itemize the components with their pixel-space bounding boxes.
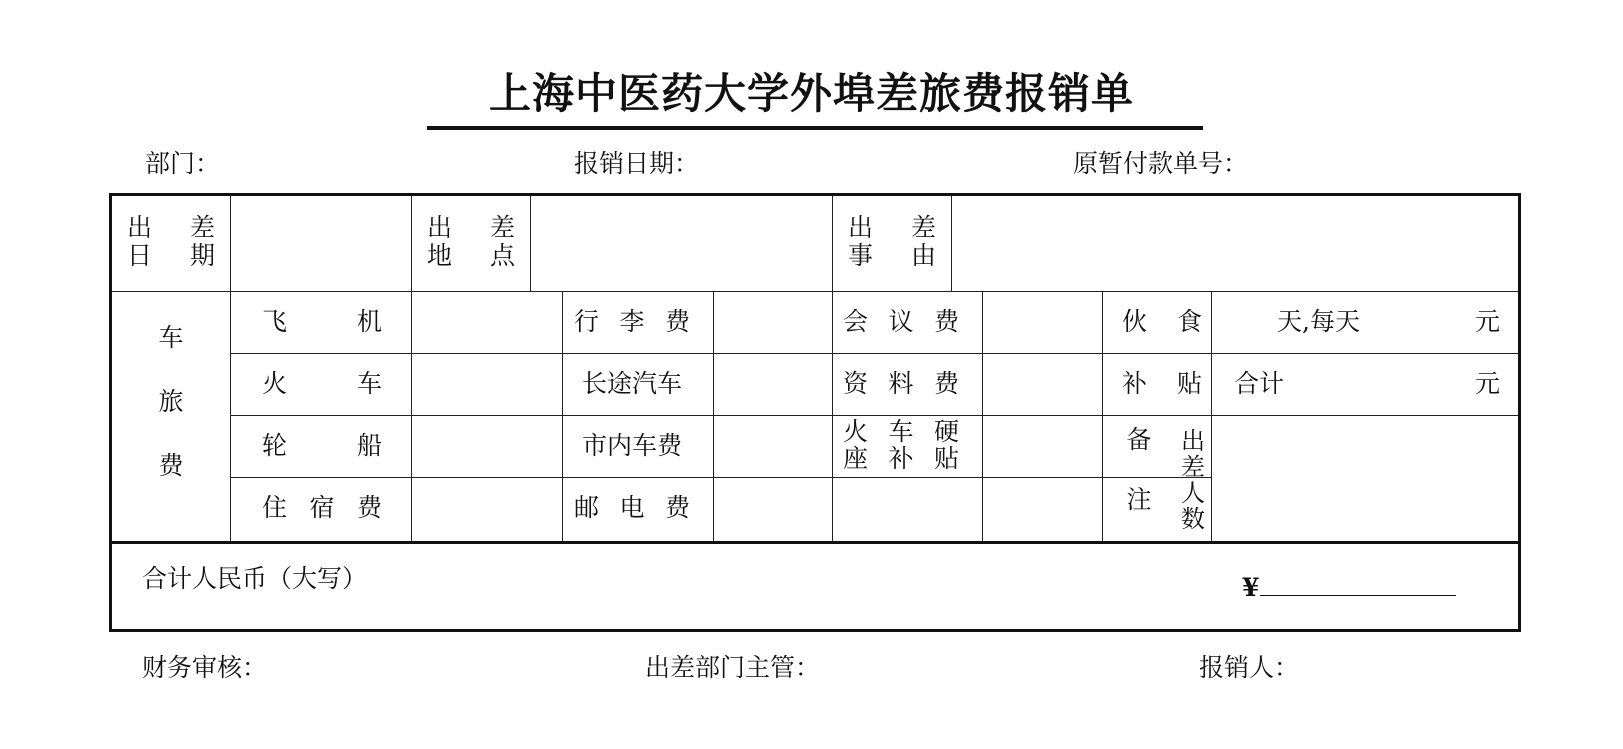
advance-number-label: 原暂付款单号： xyxy=(1073,149,1249,178)
col-divider xyxy=(951,196,952,291)
col-divider xyxy=(230,196,231,541)
department-label: 部门： xyxy=(145,149,221,178)
total-row-divider xyxy=(112,541,1518,544)
row-divider xyxy=(230,477,1211,478)
col-divider xyxy=(530,196,531,291)
yuan-symbol: ¥ xyxy=(1242,573,1260,602)
trip-date-label: 出 差 日 期 xyxy=(127,213,215,270)
col-divider xyxy=(1211,291,1212,541)
city-transport-label: 市内车费 xyxy=(581,431,682,460)
meal-yuan-unit: 元 xyxy=(1475,307,1501,336)
title-underline xyxy=(427,126,1203,130)
row-divider xyxy=(112,291,1518,292)
meal-days-label: 天,每天 xyxy=(1277,307,1360,336)
meal-total-yuan-unit: 元 xyxy=(1475,369,1501,398)
expense-table xyxy=(109,193,1521,632)
row-divider xyxy=(230,353,1518,354)
col-divider xyxy=(713,291,714,541)
materials-fee-label: 资 料 费 xyxy=(843,369,959,398)
postage-label: 邮 电 费 xyxy=(574,493,690,522)
col-divider xyxy=(832,196,833,541)
trip-reason-label: 出 差 事 由 xyxy=(848,213,936,270)
finance-review-label: 财务审核： xyxy=(142,653,268,682)
row-divider xyxy=(230,415,1518,416)
remarks-label: 备 注 xyxy=(1126,425,1152,514)
meal-total-label: 合计 xyxy=(1234,369,1285,398)
total-rmb-label: 合计人民币（大写） xyxy=(142,564,368,593)
claim-date-label: 报销日期： xyxy=(574,149,700,178)
dept-supervisor-label: 出差部门主管： xyxy=(645,653,821,682)
airfare-label: 飞 机 xyxy=(262,307,382,336)
trip-place-label: 出 差 地 点 xyxy=(427,213,515,270)
travel-expense-label: 车 旅 费 xyxy=(158,323,184,480)
train-label: 火 车 xyxy=(262,369,382,398)
long-bus-label: 长途汽车 xyxy=(581,369,682,398)
ship-label: 轮 船 xyxy=(262,431,382,460)
amount-underline xyxy=(1260,595,1456,596)
meal-subsidy-label-2: 补 贴 xyxy=(1122,369,1202,398)
col-divider xyxy=(411,196,412,541)
lodging-label: 住 宿 费 xyxy=(262,493,382,522)
meeting-fee-label: 会 议 费 xyxy=(843,307,959,336)
claimant-label: 报销人： xyxy=(1199,653,1300,682)
col-divider xyxy=(982,291,983,541)
form-title: 上海中医药大学外埠差旅费报销单 xyxy=(488,69,1134,118)
meal-subsidy-label-1: 伙 食 xyxy=(1122,307,1202,336)
hard-seat-subsidy-label: 火 车 硬 座 补 贴 xyxy=(843,417,959,473)
luggage-fee-label: 行 李 费 xyxy=(574,307,690,336)
col-divider xyxy=(1102,291,1103,541)
traveler-count-label: 出 差 人 数 xyxy=(1181,427,1205,533)
col-divider xyxy=(562,291,563,541)
